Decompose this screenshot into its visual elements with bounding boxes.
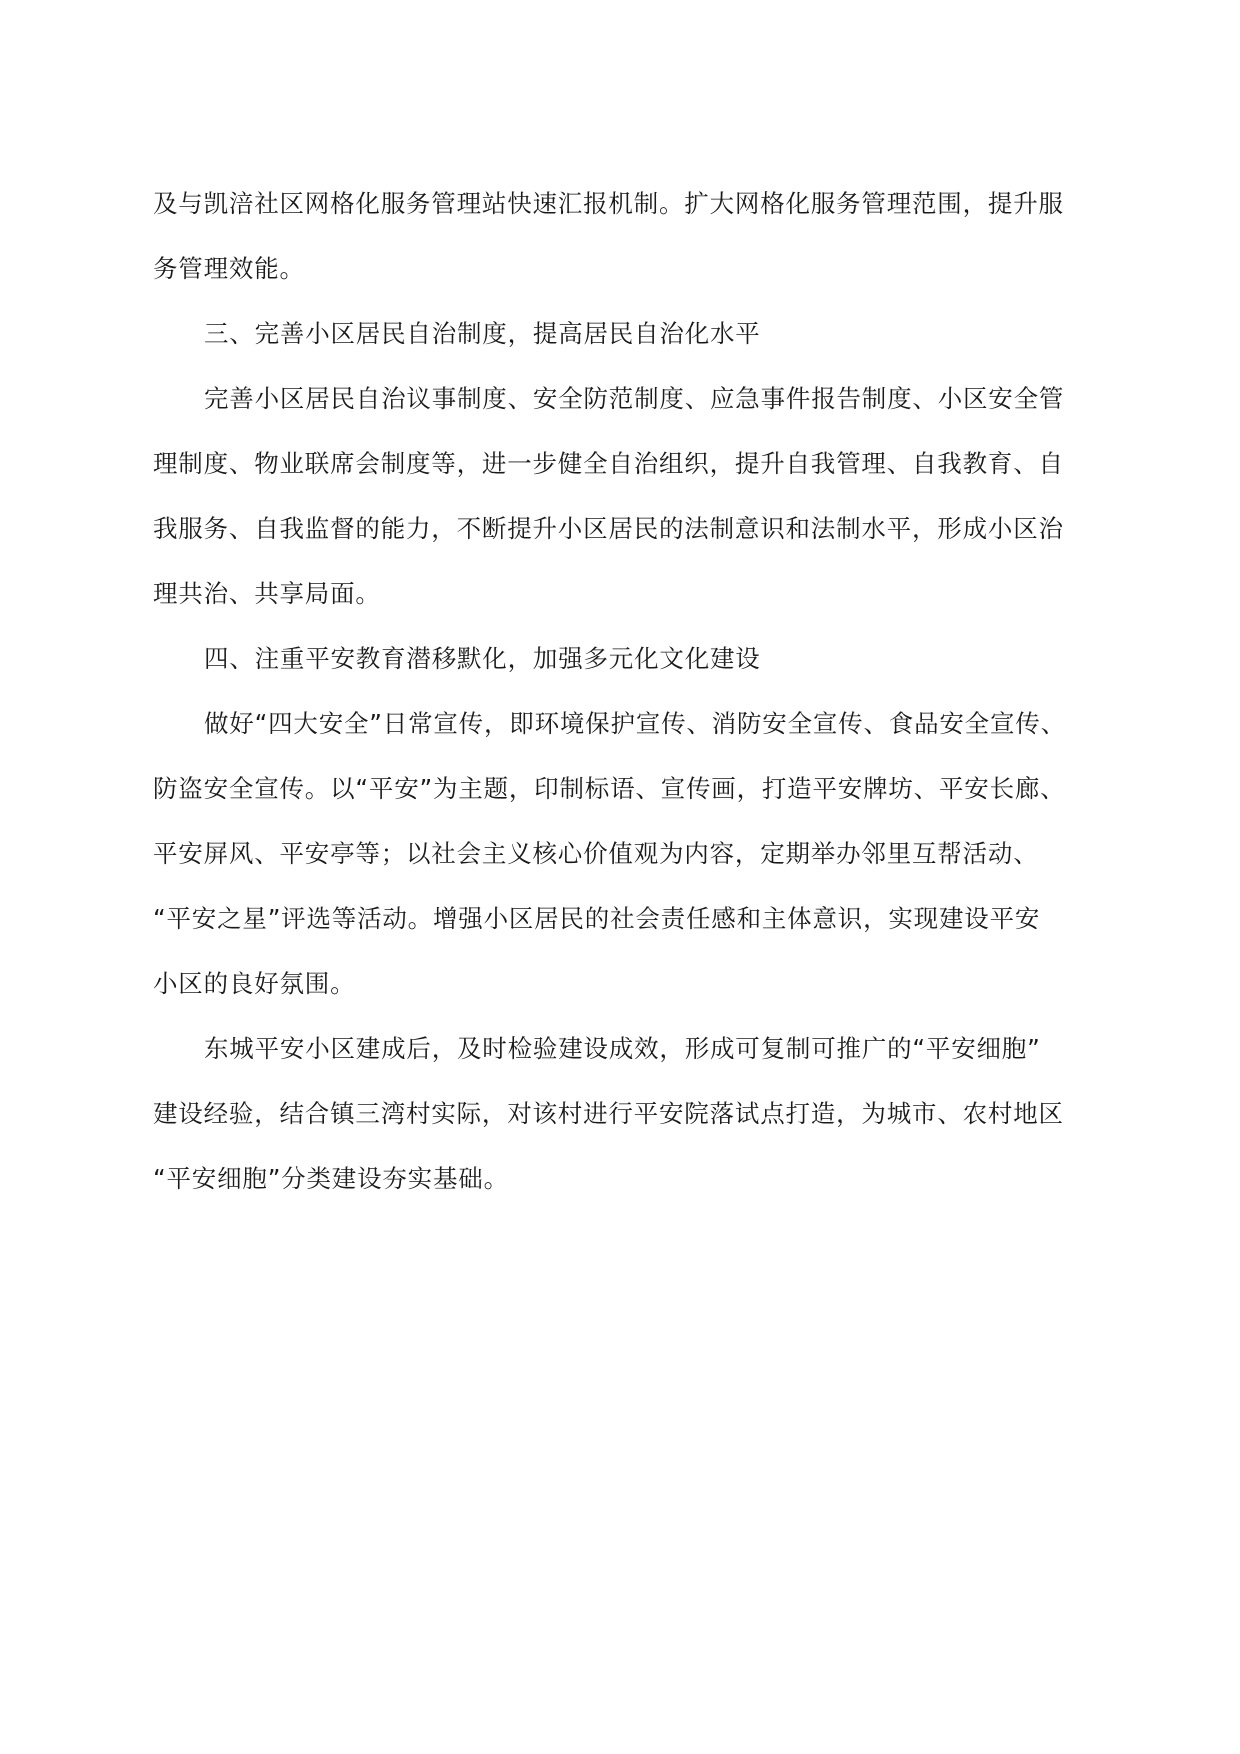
paragraph-line: 完善小区居民自治议事制度、安全防范制度、应急事件报告制度、小区安全管 <box>204 384 1065 413</box>
paragraph-line: 理共治、共享局面。 <box>153 579 381 608</box>
paragraph-line: 建设经验，结合镇三湾村实际，对该村进行平安院落试点打造，为城市、农村地区 <box>153 1099 1064 1128</box>
paragraph-line: “平安之星”评选等活动。增强小区居民的社会责任感和主体意识，实现建设平安 <box>153 904 1041 933</box>
paragraph-line: 理制度、物业联席会制度等，进一步健全自治组织，提升自我管理、自我教育、自 <box>153 449 1064 478</box>
paragraph-line: 防盗安全宣传。以“平安”为主题，印制标语、宣传画，打造平安牌坊、平安长廊、 <box>153 774 1066 803</box>
paragraph-line: “平安细胞”分类建设夯实基础。 <box>153 1164 509 1193</box>
paragraph-line: 及与凯涪社区网格化服务管理站快速汇报机制。扩大网格化服务管理范围，提升服 <box>153 189 1064 218</box>
paragraph-line: 我服务、自我监督的能力，不断提升小区居民的法制意识和法制水平，形成小区治 <box>153 514 1064 543</box>
section-heading: 四、注重平安教育潜移默化，加强多元化文化建设 <box>204 644 761 673</box>
paragraph-line: 平安屏风、平安亭等；以社会主义核心价值观为内容，定期举办邻里互帮活动、 <box>153 839 1039 868</box>
paragraph-line: 小区的良好氛围。 <box>153 969 356 998</box>
paragraph-line: 东城平安小区建成后，及时检验建设成效，形成可复制可推广的“平安细胞” <box>204 1034 1041 1063</box>
section-heading: 三、完善小区居民自治制度，提高居民自治化水平 <box>204 319 761 348</box>
paragraph-line: 做好“四大安全”日常宣传，即环境保护宣传、消防安全宣传、食品安全宣传、 <box>204 709 1066 738</box>
paragraph-line: 务管理效能。 <box>153 254 305 283</box>
